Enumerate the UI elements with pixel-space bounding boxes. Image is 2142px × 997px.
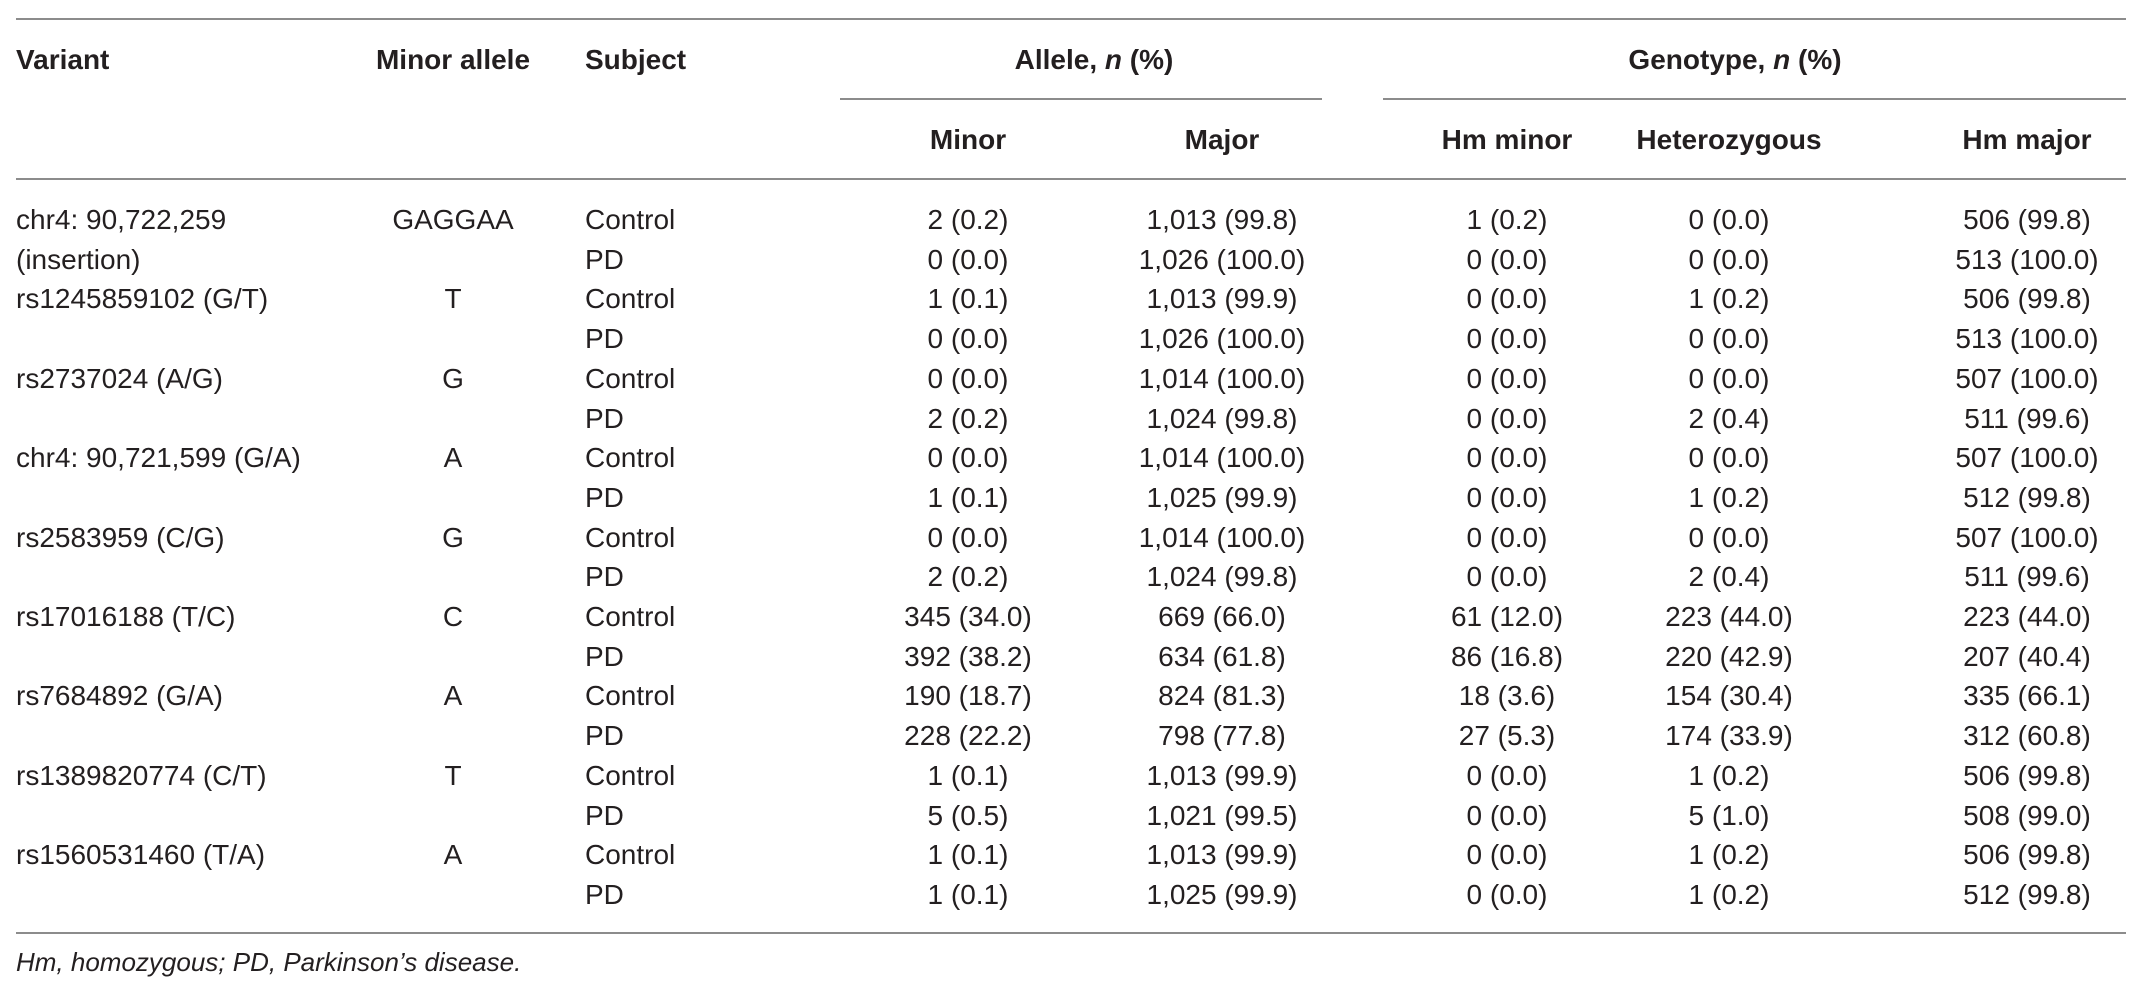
cell-minor-allele: A xyxy=(443,680,463,711)
cell-heterozygous: 5 (1.0) xyxy=(1688,800,1770,831)
cell-subject: Control xyxy=(585,363,676,394)
cell-allele-major: 1,024 (99.8) xyxy=(1146,403,1298,434)
cell-hm-minor: 0 (0.0) xyxy=(1466,244,1548,275)
cell-hm-major: 512 (99.8) xyxy=(1963,879,2091,910)
cell-hm-minor: 0 (0.0) xyxy=(1466,561,1548,592)
header-allele-prefix: Allele, xyxy=(1014,44,1105,75)
cell-hm-major: 506 (99.8) xyxy=(1963,204,2091,235)
cell-hm-minor: 0 (0.0) xyxy=(1466,283,1548,314)
cell-allele-major: 1,025 (99.9) xyxy=(1146,879,1298,910)
cell-hm-minor: 0 (0.0) xyxy=(1466,839,1548,870)
cell-allele-major: 634 (61.8) xyxy=(1158,641,1286,672)
cell-variant: rs17016188 (T/C) xyxy=(16,601,236,632)
header-heterozygous: Heterozygous xyxy=(1636,124,1822,155)
cell-hm-minor: 0 (0.0) xyxy=(1466,403,1548,434)
cell-minor-allele: C xyxy=(442,601,464,632)
cell-hm-major: 506 (99.8) xyxy=(1963,283,2091,314)
cell-hm-major: 513 (100.0) xyxy=(1955,323,2099,354)
cell-subject: PD xyxy=(585,561,624,592)
cell-allele-major: 1,014 (100.0) xyxy=(1138,442,1306,473)
cell-heterozygous: 0 (0.0) xyxy=(1688,204,1770,235)
cell-allele-major: 1,013 (99.8) xyxy=(1146,204,1298,235)
header-hm-major: Hm major xyxy=(1962,124,2092,155)
cell-hm-minor: 0 (0.0) xyxy=(1466,482,1548,513)
cell-subject: PD xyxy=(585,244,624,275)
header-hm-minor: Hm minor xyxy=(1441,124,1573,155)
cell-minor-allele: A xyxy=(443,442,463,473)
cell-heterozygous: 0 (0.0) xyxy=(1688,323,1770,354)
cell-allele-major: 1,014 (100.0) xyxy=(1138,363,1306,394)
header-subject: Subject xyxy=(585,44,687,75)
header-allele-minor: Minor xyxy=(929,124,1007,155)
cell-allele-major: 1,014 (100.0) xyxy=(1138,522,1306,553)
cell-subject: PD xyxy=(585,403,624,434)
cell-allele-minor: 1 (0.1) xyxy=(927,283,1009,314)
cell-heterozygous: 1 (0.2) xyxy=(1688,760,1770,791)
cell-hm-major: 223 (44.0) xyxy=(1963,601,2091,632)
cell-variant: rs1389820774 (C/T) xyxy=(16,760,267,791)
cell-variant: rs7684892 (G/A) xyxy=(16,680,223,711)
cell-hm-minor: 61 (12.0) xyxy=(1450,601,1564,632)
cell-allele-minor: 1 (0.1) xyxy=(927,482,1009,513)
table-footnote: Hm, homozygous; PD, Parkinson’s disease. xyxy=(16,947,522,977)
allele-group-rule xyxy=(840,98,1322,100)
cell-allele-minor: 2 (0.2) xyxy=(927,561,1009,592)
header-genotype-prefix: Genotype, xyxy=(1628,44,1774,75)
cell-allele-minor: 228 (22.2) xyxy=(904,720,1032,751)
cell-hm-minor: 0 (0.0) xyxy=(1466,442,1548,473)
cell-allele-minor: 1 (0.1) xyxy=(927,760,1009,791)
cell-allele-major: 798 (77.8) xyxy=(1158,720,1286,751)
cell-heterozygous: 1 (0.2) xyxy=(1688,879,1770,910)
cell-subject: Control xyxy=(585,522,676,553)
cell-hm-minor: 0 (0.0) xyxy=(1466,760,1548,791)
cell-subject: Control xyxy=(585,839,676,870)
cell-hm-major: 507 (100.0) xyxy=(1955,522,2099,553)
cell-subject: Control xyxy=(585,680,676,711)
cell-hm-major: 512 (99.8) xyxy=(1963,482,2091,513)
cell-heterozygous: 1 (0.2) xyxy=(1688,482,1770,513)
cell-heterozygous: 0 (0.0) xyxy=(1688,363,1770,394)
cell-allele-minor: 190 (18.7) xyxy=(904,680,1032,711)
header-variant: Variant xyxy=(16,44,110,75)
cell-subject: PD xyxy=(585,720,624,751)
cell-allele-major: 1,013 (99.9) xyxy=(1146,760,1298,791)
cell-heterozygous: 154 (30.4) xyxy=(1665,680,1793,711)
cell-allele-minor: 0 (0.0) xyxy=(927,323,1009,354)
cell-hm-major: 506 (99.8) xyxy=(1963,839,2091,870)
header-allele-major: Major xyxy=(1184,124,1260,155)
cell-subject: PD xyxy=(585,482,624,513)
cell-hm-major: 312 (60.8) xyxy=(1963,720,2091,751)
cell-allele-major: 1,025 (99.9) xyxy=(1146,482,1298,513)
header-genotype-n: n xyxy=(1773,44,1791,75)
cell-variant: chr4: 90,722,259 xyxy=(16,204,227,235)
cell-allele-major: 1,026 (100.0) xyxy=(1138,323,1306,354)
cell-hm-minor: 0 (0.0) xyxy=(1466,522,1548,553)
cell-minor-allele: T xyxy=(444,760,462,791)
cell-heterozygous: 1 (0.2) xyxy=(1688,283,1770,314)
cell-allele-minor: 392 (38.2) xyxy=(904,641,1032,672)
header-genotype-group xyxy=(1628,40,1841,80)
cell-allele-major: 669 (66.0) xyxy=(1158,601,1286,632)
cell-heterozygous: 0 (0.0) xyxy=(1688,442,1770,473)
cell-allele-major: 1,024 (99.8) xyxy=(1146,561,1298,592)
cell-allele-major: 1,021 (99.5) xyxy=(1146,800,1298,831)
cell-hm-major: 511 (99.6) xyxy=(1964,561,2090,592)
cell-subject: Control xyxy=(585,283,676,314)
cell-hm-minor: 0 (0.0) xyxy=(1466,323,1548,354)
cell-hm-major: 508 (99.0) xyxy=(1963,800,2091,831)
top-rule xyxy=(16,18,2126,20)
cell-minor-allele: T xyxy=(444,283,462,314)
cell-heterozygous: 1 (0.2) xyxy=(1688,839,1770,870)
cell-minor-allele: G xyxy=(442,522,464,553)
cell-hm-major: 507 (100.0) xyxy=(1955,442,2099,473)
cell-allele-minor: 0 (0.0) xyxy=(927,522,1009,553)
header-allele-group xyxy=(1015,40,1174,80)
cell-allele-minor: 1 (0.1) xyxy=(927,879,1009,910)
table-bottom-rule xyxy=(16,932,2126,934)
cell-hm-major: 513 (100.0) xyxy=(1955,244,2099,275)
cell-hm-major: 507 (100.0) xyxy=(1955,363,2099,394)
cell-heterozygous: 220 (42.9) xyxy=(1665,641,1793,672)
cell-variant: rs1245859102 (G/T) xyxy=(16,283,269,314)
cell-allele-major: 1,026 (100.0) xyxy=(1138,244,1306,275)
cell-hm-minor: 27 (5.3) xyxy=(1458,720,1556,751)
cell-variant: rs2737024 (A/G) xyxy=(16,363,223,394)
cell-hm-minor: 0 (0.0) xyxy=(1466,879,1548,910)
cell-heterozygous: 2 (0.4) xyxy=(1688,403,1770,434)
cell-variant: chr4: 90,721,599 (G/A) xyxy=(16,442,301,473)
cell-hm-major: 511 (99.6) xyxy=(1964,403,2090,434)
cell-subject: PD xyxy=(585,800,624,831)
header-genotype-suffix: (%) xyxy=(1790,44,1842,75)
cell-allele-minor: 1 (0.1) xyxy=(927,839,1009,870)
cell-hm-major: 207 (40.4) xyxy=(1963,641,2091,672)
cell-heterozygous: 2 (0.4) xyxy=(1688,561,1770,592)
cell-heterozygous: 0 (0.0) xyxy=(1688,244,1770,275)
cell-allele-minor: 0 (0.0) xyxy=(927,442,1009,473)
cell-minor-allele: GAGGAA xyxy=(392,204,514,235)
cell-hm-minor: 86 (16.8) xyxy=(1450,641,1564,672)
cell-allele-major: 824 (81.3) xyxy=(1158,680,1286,711)
cell-allele-major: 1,013 (99.9) xyxy=(1146,283,1298,314)
cell-subject: PD xyxy=(585,641,624,672)
cell-minor-allele: A xyxy=(443,839,463,870)
cell-heterozygous: 0 (0.0) xyxy=(1688,522,1770,553)
genotype-group-rule xyxy=(1383,98,2126,100)
cell-subject: Control xyxy=(585,760,676,791)
cell-hm-major: 335 (66.1) xyxy=(1963,680,2091,711)
cell-heterozygous: 174 (33.9) xyxy=(1665,720,1793,751)
cell-heterozygous: 223 (44.0) xyxy=(1665,601,1793,632)
cell-subject: Control xyxy=(585,204,676,235)
cell-allele-minor: 5 (0.5) xyxy=(927,800,1009,831)
cell-variant: rs2583959 (C/G) xyxy=(16,522,225,553)
cell-hm-minor: 18 (3.6) xyxy=(1458,680,1556,711)
cell-allele-minor: 0 (0.0) xyxy=(927,363,1009,394)
cell-allele-minor: 2 (0.2) xyxy=(927,204,1009,235)
cell-hm-minor: 1 (0.2) xyxy=(1466,204,1548,235)
cell-hm-major: 506 (99.8) xyxy=(1963,760,2091,791)
header-minor-allele: Minor allele xyxy=(375,44,531,75)
cell-allele-major: 1,013 (99.9) xyxy=(1146,839,1298,870)
cell-variant: (insertion) xyxy=(16,244,141,275)
cell-subject: Control xyxy=(585,442,676,473)
cell-hm-minor: 0 (0.0) xyxy=(1466,363,1548,394)
cell-hm-minor: 0 (0.0) xyxy=(1466,800,1548,831)
cell-variant: rs1560531460 (T/A) xyxy=(16,839,266,870)
cell-subject: PD xyxy=(585,879,624,910)
header-allele-n: n xyxy=(1104,44,1123,75)
cell-minor-allele: G xyxy=(442,363,464,394)
cell-subject: PD xyxy=(585,323,624,354)
cell-allele-minor: 345 (34.0) xyxy=(904,601,1032,632)
header-allele-suffix: (%) xyxy=(1122,44,1174,75)
cell-subject: Control xyxy=(585,601,676,632)
header-bottom-rule xyxy=(16,178,2126,180)
cell-allele-minor: 0 (0.0) xyxy=(927,244,1009,275)
cell-allele-minor: 2 (0.2) xyxy=(927,403,1009,434)
